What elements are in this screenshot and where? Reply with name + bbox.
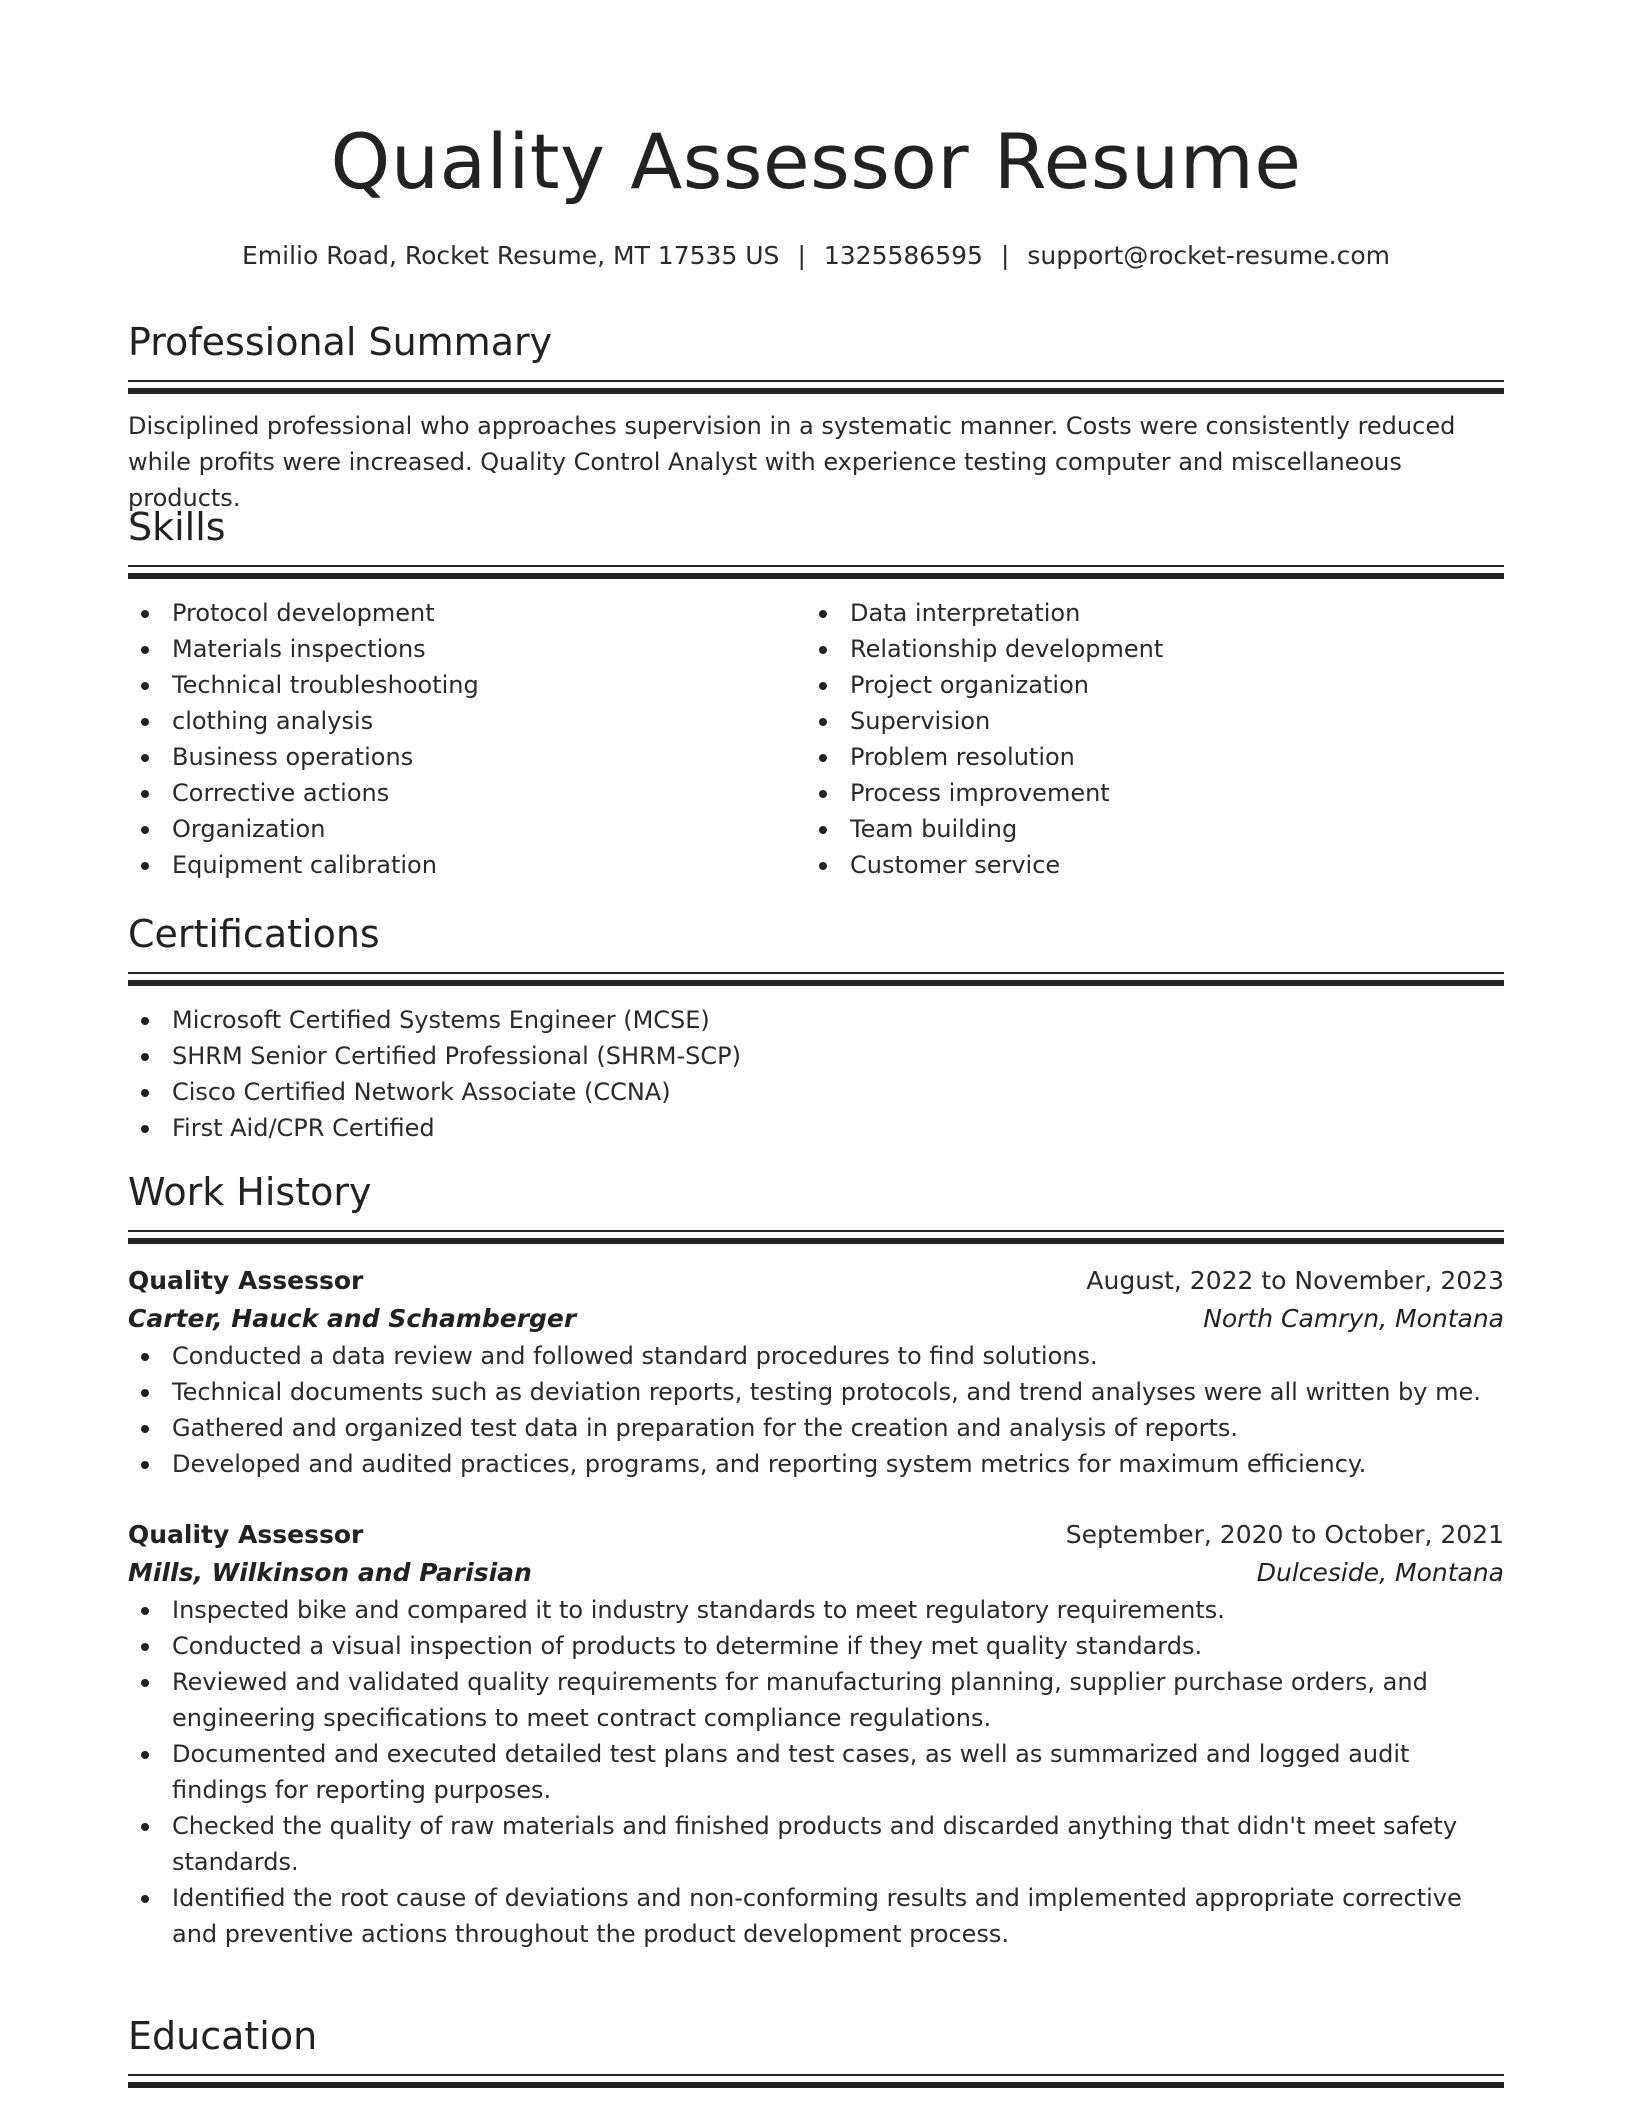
job-entry (128, 1262, 1504, 1482)
skills-list-right (806, 595, 1484, 883)
contact-separator: | (797, 241, 806, 270)
bullet-icon (819, 718, 827, 726)
bullet-icon (141, 1017, 149, 1025)
skill-item: clothing analysis (128, 703, 806, 739)
bullet-icon (141, 1607, 149, 1615)
skill-item: Project organization (806, 667, 1484, 703)
section-divider (128, 388, 1504, 394)
bullet-icon (141, 1425, 149, 1433)
job-subheader (128, 1300, 1504, 1338)
skill-item: Relationship development (806, 631, 1484, 667)
skill-item: Corrective actions (128, 775, 806, 811)
job-location: Dulceside, Montana (1256, 1558, 1504, 1587)
section-heading: Professional Summary (128, 320, 553, 364)
job-company: Mills, Wilkinson and Parisian (128, 1558, 532, 1587)
bullet-icon (141, 1679, 149, 1687)
section-divider (128, 1238, 1504, 1244)
bullet-icon (141, 718, 149, 726)
job-bullet: Identified the root cause of deviations and non-conforming results and implemented appropriate corrective and preventive actions throughout the product development process. (128, 1880, 1504, 1952)
bullet-icon (819, 646, 827, 654)
certification-item: Cisco Certified Network Associate (CCNA) (128, 1074, 1504, 1110)
bullet-icon (819, 610, 827, 618)
resume-title: Quality Assessor Resume (330, 117, 1302, 206)
certifications-list (128, 1002, 1504, 1146)
job-entry (128, 1516, 1504, 1952)
skill-item: Data interpretation (806, 595, 1484, 631)
skill-item: Team building (806, 811, 1484, 847)
bullet-icon (141, 1823, 149, 1831)
job-header (128, 1262, 1504, 1300)
section-divider (128, 1230, 1504, 1232)
section-divider (128, 972, 1504, 974)
skills-list-left (128, 595, 806, 883)
bullet-icon (819, 682, 827, 690)
skill-item: Supervision (806, 703, 1484, 739)
job-bullet: Documented and executed detailed test plans and test cases, as well as summarized and logged audit findings for reporting purposes. (128, 1736, 1504, 1808)
skill-item: Problem resolution (806, 739, 1484, 775)
skill-item: Equipment calibration (128, 847, 806, 883)
bullet-icon (141, 1389, 149, 1397)
skill-item: Technical troubleshooting (128, 667, 806, 703)
bullet-icon (819, 790, 827, 798)
contact-phone: 1325586595 (823, 241, 983, 270)
certification-item: First Aid/CPR Certified (128, 1110, 1504, 1146)
certifications-section (128, 910, 1504, 1146)
job-bullet: Reviewed and validated quality requirements for manufacturing planning, supplier purchase orders, and engineering specifications to meet contract compliance regulations. (128, 1664, 1504, 1736)
section-heading: Certifications (128, 912, 380, 956)
contact-email: support@rocket-resume.com (1027, 241, 1390, 270)
section-heading: Skills (128, 505, 226, 549)
skill-item: Customer service (806, 847, 1484, 883)
contact-line (128, 238, 1504, 274)
skill-item: Organization (128, 811, 806, 847)
summary-section (128, 318, 1504, 516)
job-title: Quality Assessor (128, 1266, 364, 1295)
job-dates: August, 2022 to November, 2023 (1086, 1266, 1504, 1295)
section-heading: Education (128, 2014, 318, 2058)
bullet-icon (141, 862, 149, 870)
job-bullets (128, 1592, 1504, 1952)
bullet-icon (141, 1089, 149, 1097)
job-bullet: Checked the quality of raw materials and finished products and discarded anything that didn't meet safety standards. (128, 1808, 1504, 1880)
bullet-icon (141, 646, 149, 654)
bullet-icon (141, 1461, 149, 1469)
certification-item: Microsoft Certified Systems Engineer (MCSE) (128, 1002, 1504, 1038)
contact-address: Emilio Road, Rocket Resume, MT 17535 US (242, 241, 780, 270)
education-section (128, 2012, 1504, 2088)
bullet-icon (141, 1125, 149, 1133)
work-history-section (128, 1168, 1504, 1952)
bullet-icon (141, 790, 149, 798)
skill-item: Protocol development (128, 595, 806, 631)
job-bullets (128, 1338, 1504, 1482)
bullet-icon (141, 1643, 149, 1651)
job-bullet: Conducted a data review and followed standard procedures to find solutions. (128, 1338, 1504, 1374)
skills-section (128, 503, 1504, 883)
section-divider (128, 380, 1504, 382)
bullet-icon (141, 1895, 149, 1903)
bullet-icon (141, 1053, 149, 1061)
bullet-icon (141, 1353, 149, 1361)
section-divider (128, 573, 1504, 579)
job-bullet: Gathered and organized test data in preparation for the creation and analysis of reports. (128, 1410, 1504, 1446)
job-company: Carter, Hauck and Schamberger (128, 1304, 577, 1333)
bullet-icon (141, 610, 149, 618)
bullet-icon (141, 826, 149, 834)
bullet-icon (819, 826, 827, 834)
job-bullet: Inspected bike and compared it to industry standards to meet regulatory requirements. (128, 1592, 1504, 1628)
job-bullet: Technical documents such as deviation reports, testing protocols, and trend analyses were all written by me. (128, 1374, 1504, 1410)
section-divider (128, 980, 1504, 986)
job-dates: September, 2020 to October, 2021 (1065, 1520, 1504, 1549)
job-bullet: Developed and audited practices, programs, and reporting system metrics for maximum efficiency. (128, 1446, 1504, 1482)
skill-item: Business operations (128, 739, 806, 775)
job-title: Quality Assessor (128, 1520, 364, 1549)
section-divider (128, 2082, 1504, 2088)
job-subheader (128, 1554, 1504, 1592)
certification-item: SHRM Senior Certified Professional (SHRM-SCP) (128, 1038, 1504, 1074)
skills-columns (128, 595, 1504, 883)
bullet-icon (819, 754, 827, 762)
job-header (128, 1516, 1504, 1554)
section-divider (128, 565, 1504, 567)
section-divider (128, 2074, 1504, 2076)
bullet-icon (141, 754, 149, 762)
section-heading: Work History (128, 1170, 372, 1214)
bullet-icon (819, 862, 827, 870)
bullet-icon (141, 682, 149, 690)
contact-separator: | (1000, 241, 1010, 270)
skill-item: Process improvement (806, 775, 1484, 811)
bullet-icon (141, 1751, 149, 1759)
job-location: North Camryn, Montana (1203, 1304, 1504, 1333)
job-bullet: Conducted a visual inspection of products to determine if they met quality standards. (128, 1628, 1504, 1664)
summary-text: Disciplined professional who approaches supervision in a systematic manner. Costs were consistently reduced while profits were increased. Quality Control Analyst with experience testing computer and miscellaneous products. (128, 412, 1456, 512)
skill-item: Materials inspections (128, 631, 806, 667)
